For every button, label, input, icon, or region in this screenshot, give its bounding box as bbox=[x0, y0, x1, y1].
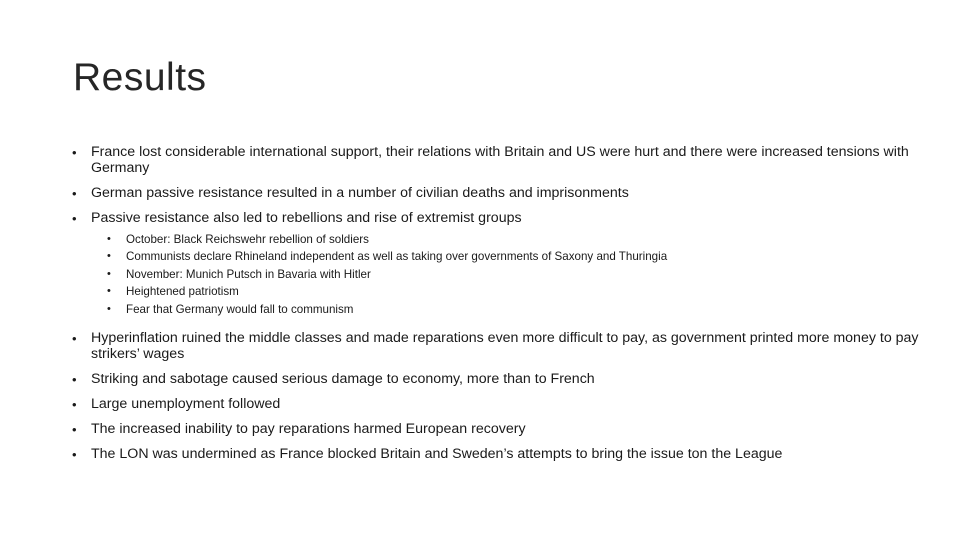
slide-title: Results bbox=[73, 56, 207, 99]
bullet-item: • The increased inability to pay reparations harmed European recovery bbox=[72, 422, 932, 438]
sub-bullet-item: • Heightened patriotism bbox=[107, 283, 932, 301]
sub-bullet-group bbox=[72, 231, 932, 319]
sub-bullet-item: • October: Black Reichswehr rebellion of soldiers bbox=[107, 231, 932, 249]
bullet-item: • Large unemployment followed bbox=[72, 397, 932, 413]
sub-bullet-item: • November: Munich Putsch in Bavaria with Hitler bbox=[107, 266, 932, 284]
bullet-item: • Striking and sabotage caused serious damage to economy, more than to French bbox=[72, 372, 932, 388]
bullet-item: • Hyperinflation ruined the middle classes and made reparations even more difficult to pay, as government printed more money to pay strikers’ wages bbox=[72, 331, 932, 362]
sub-bullet-item: • Communists declare Rhineland independent as well as taking over governments of Saxony and Thuringia bbox=[107, 248, 932, 266]
bullet-list bbox=[72, 145, 932, 472]
bullet-item: • Passive resistance also led to rebellions and rise of extremist groups bbox=[72, 211, 932, 227]
bullet-item: • The LON was undermined as France blocked Britain and Sweden’s attempts to bring the issue ton the League bbox=[72, 447, 932, 463]
bullet-item: • German passive resistance resulted in a number of civilian deaths and imprisonments bbox=[72, 186, 932, 202]
bullet-item: • France lost considerable international support, their relations with Britain and US were hurt and there were increased tensions with Germany bbox=[72, 145, 932, 176]
sub-bullet-list bbox=[107, 231, 932, 319]
sub-bullet-item: • Fear that Germany would fall to communism bbox=[107, 301, 932, 319]
